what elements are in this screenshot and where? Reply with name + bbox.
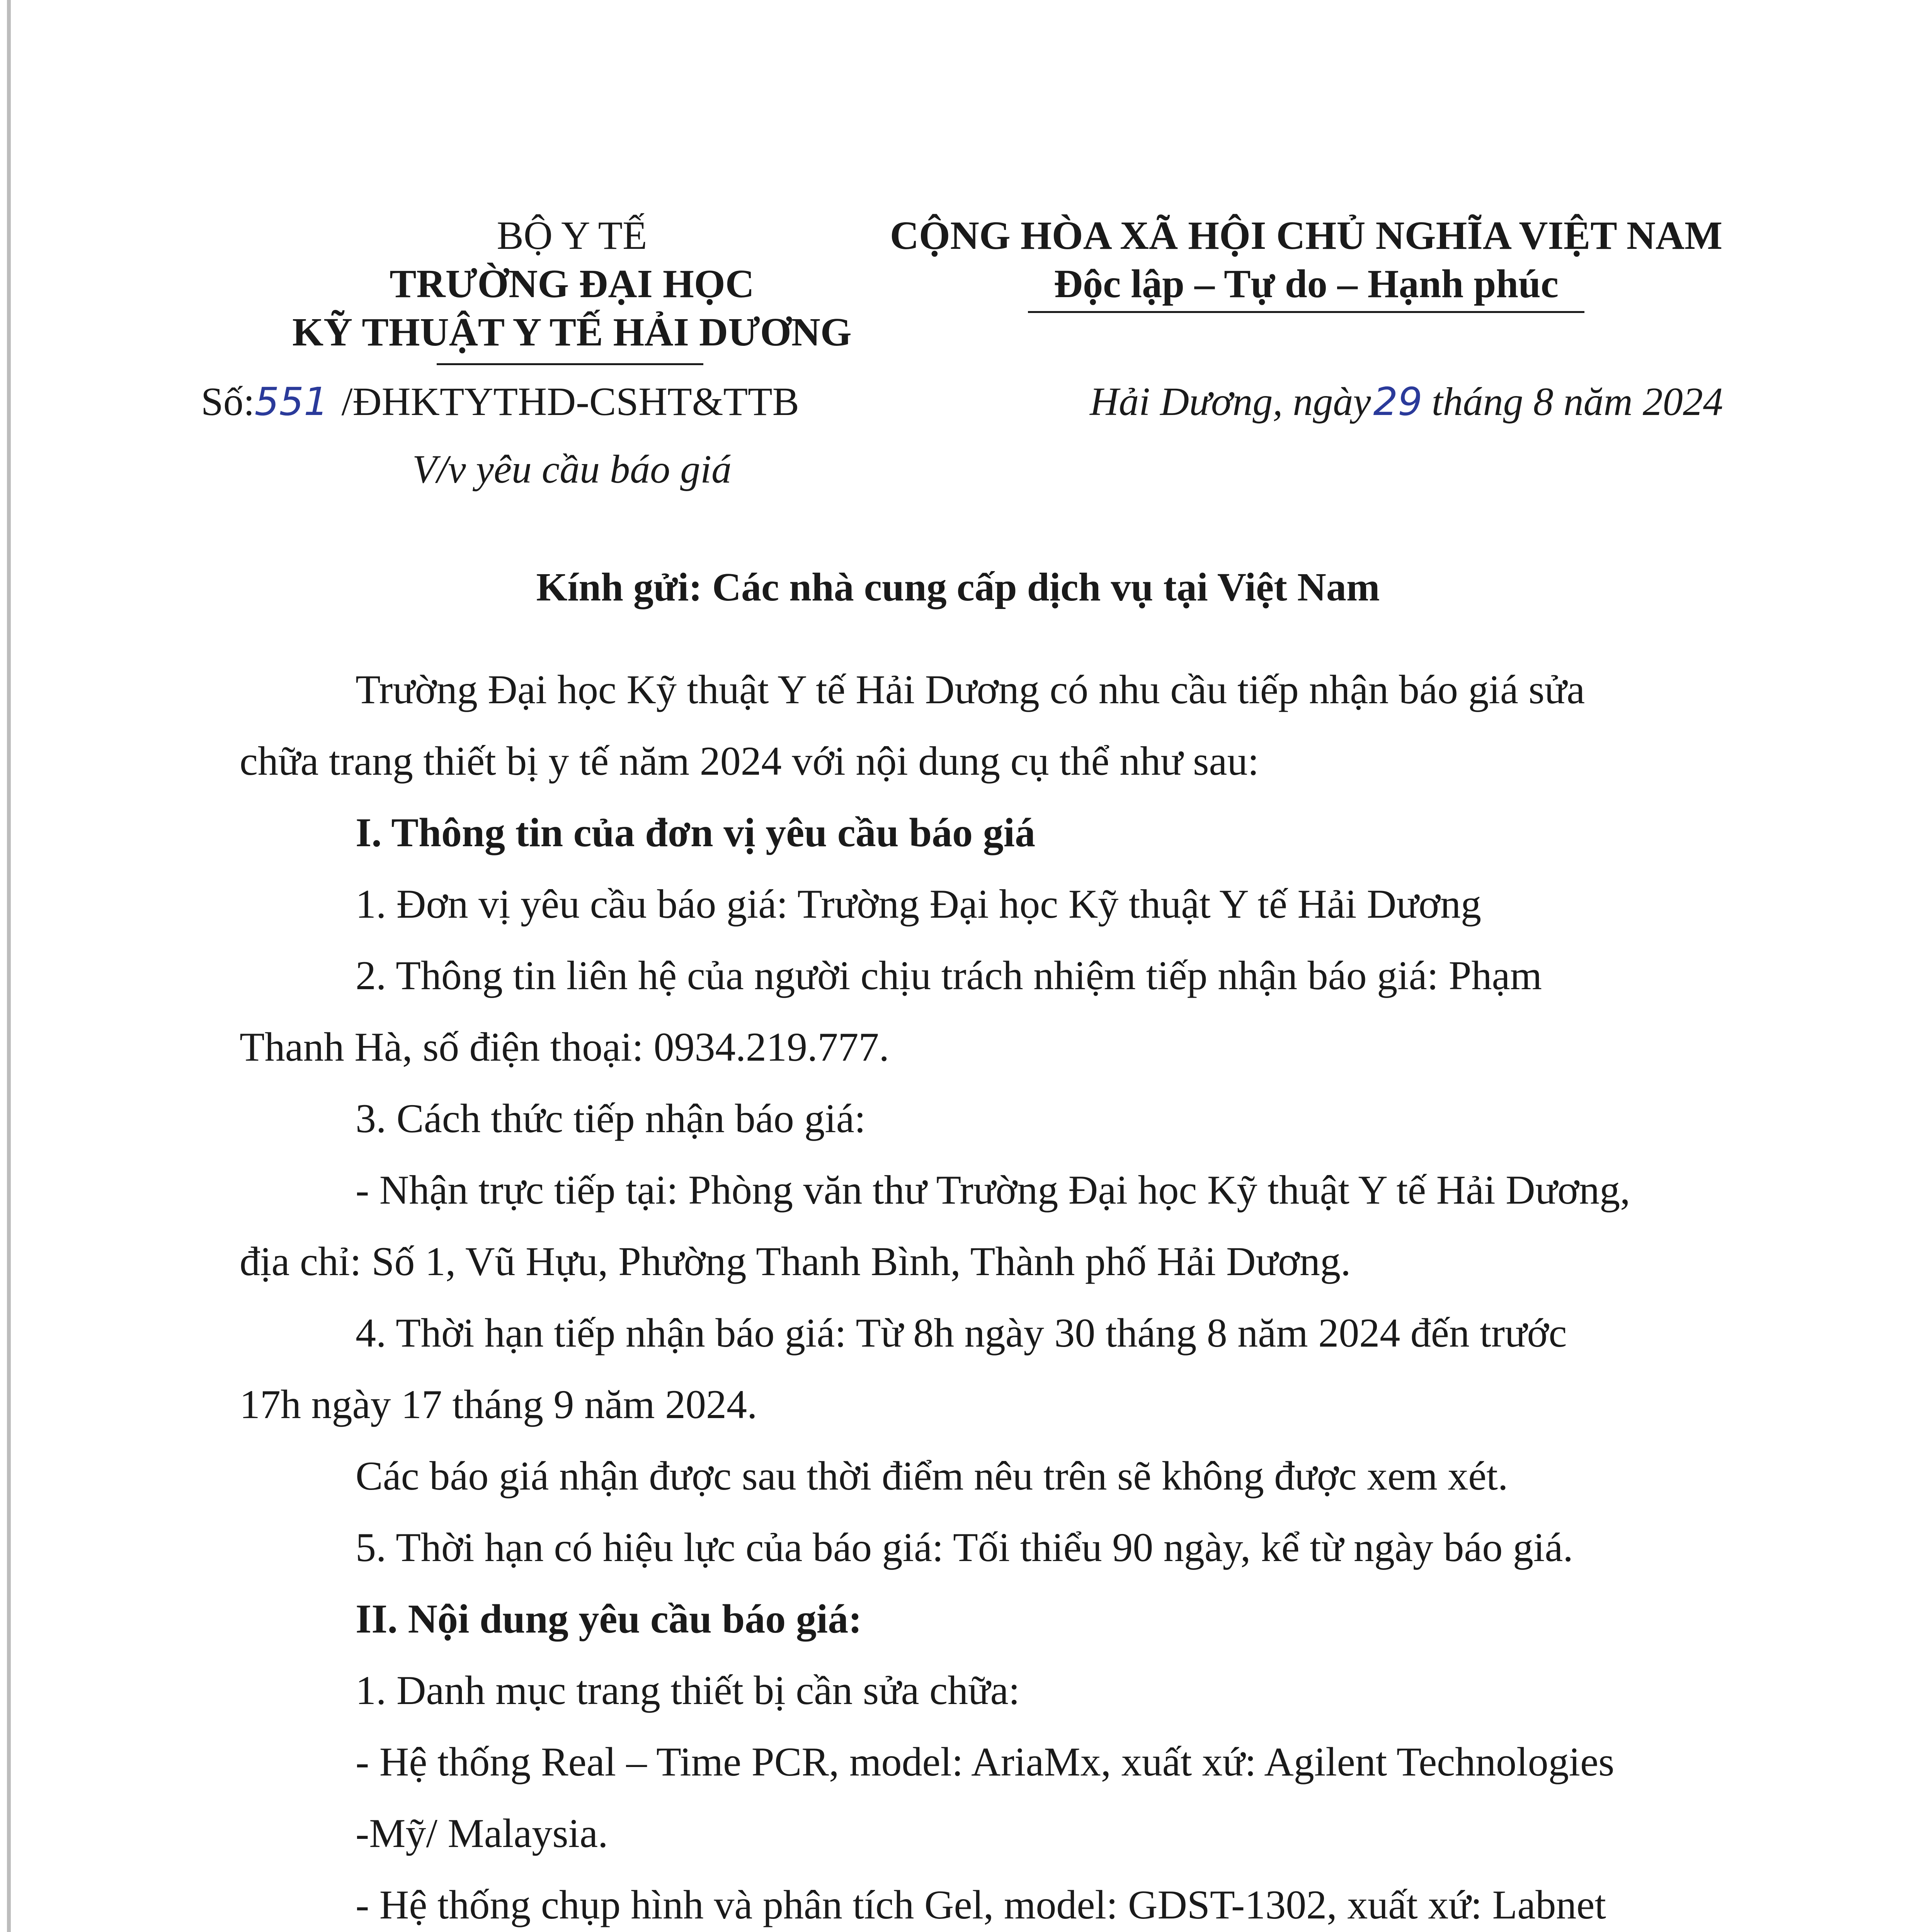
intro-line-2: chữa trang thiết bị y tế năm 2024 với nội dung cụ thể như sau: [240, 738, 1259, 784]
section-2-item-1: 1. Danh mục trang thiết bị cần sửa chữa: [356, 1668, 1020, 1713]
subject-line: V/v yêu cầu báo giá [412, 447, 732, 492]
section-1-item-4-note: Các báo giá nhận được sau thời điểm nêu trên sẽ không được xem xét. [356, 1453, 1508, 1498]
section-1-item-3-sub-line-2: địa chỉ: Số 1, Vũ Hựu, Phường Thanh Bình, Thành phố Hải Dương. [240, 1239, 1351, 1284]
equipment-1-line-1: - Hệ thống Real – Time PCR, model: AriaMx, xuất xứ: Agilent Technologies [356, 1739, 1615, 1784]
section-1-item-5: 5. Thời hạn có hiệu lực của báo giá: Tối thiểu 90 ngày, kể từ ngày báo giá. [356, 1525, 1573, 1570]
document-number [201, 377, 799, 427]
section-1-item-2-line-1: 2. Thông tin liên hệ của người chịu trách nhiệm tiếp nhận báo giá: Phạm [356, 953, 1542, 998]
issue-date [1090, 377, 1723, 427]
school-name-line2: KỸ THUẬT Y TẾ HẢI DƯƠNG [292, 310, 852, 354]
date-suffix: tháng 8 năm 2024 [1431, 379, 1723, 424]
section-1-item-3-sub-line-1: - Nhận trực tiếp tại: Phòng văn thư Trường Đại học Kỹ thuật Y tế Hải Dương, [356, 1167, 1630, 1213]
school-name-line1: TRƯỜNG ĐẠI HỌC [390, 262, 754, 306]
section-1-item-1: 1. Đơn vị yêu cầu báo giá: Trường Đại học Kỹ thuật Y tế Hải Dương [356, 881, 1481, 927]
section-1-item-4-line-1: 4. Thời hạn tiếp nhận báo giá: Từ 8h ngày 30 tháng 8 năm 2024 đến trước [356, 1310, 1567, 1355]
left-header-underline [437, 363, 703, 365]
motto-underline [1028, 311, 1584, 313]
ministry-name: BỘ Y TẾ [497, 213, 647, 258]
section-1-heading: I. Thông tin của đơn vị yêu cầu báo giá [356, 810, 1036, 855]
section-2-heading: II. Nội dung yêu cầu báo giá: [356, 1596, 862, 1641]
section-1-item-3: 3. Cách thức tiếp nhận báo giá: [356, 1096, 866, 1141]
scan-edge [7, 0, 11, 1932]
handwritten-day: 29 [1373, 379, 1423, 424]
equipment-1-line-2: -Mỹ/ Malaysia. [356, 1811, 608, 1856]
intro-line-1: Trường Đại học Kỹ thuật Y tế Hải Dương có nhu cầu tiếp nhận báo giá sửa [356, 667, 1585, 712]
nation-title: CỘNG HÒA XÃ HỘI CHỦ NGHĨA VIỆT NAM [890, 213, 1723, 258]
handwritten-number: 551 [254, 379, 328, 424]
salutation: Kính gửi: Các nhà cung cấp dịch vụ tại Việt Nam [536, 565, 1380, 609]
number-prefix: Số: [201, 379, 255, 424]
number-suffix: /ĐHKTYTHD-CSHT&TTB [341, 379, 799, 424]
section-1-item-4-line-2: 17h ngày 17 tháng 9 năm 2024. [240, 1382, 757, 1427]
section-1-item-2-line-2: Thanh Hà, số điện thoại: 0934.219.777. [240, 1024, 890, 1070]
nation-motto: Độc lập – Tự do – Hạnh phúc [1054, 262, 1559, 306]
equipment-2-line-1: - Hệ thống chụp hình và phân tích Gel, model: GDST-1302, xuất xứ: Labnet [356, 1882, 1606, 1927]
date-prefix: Hải Dương, ngày [1090, 379, 1371, 424]
